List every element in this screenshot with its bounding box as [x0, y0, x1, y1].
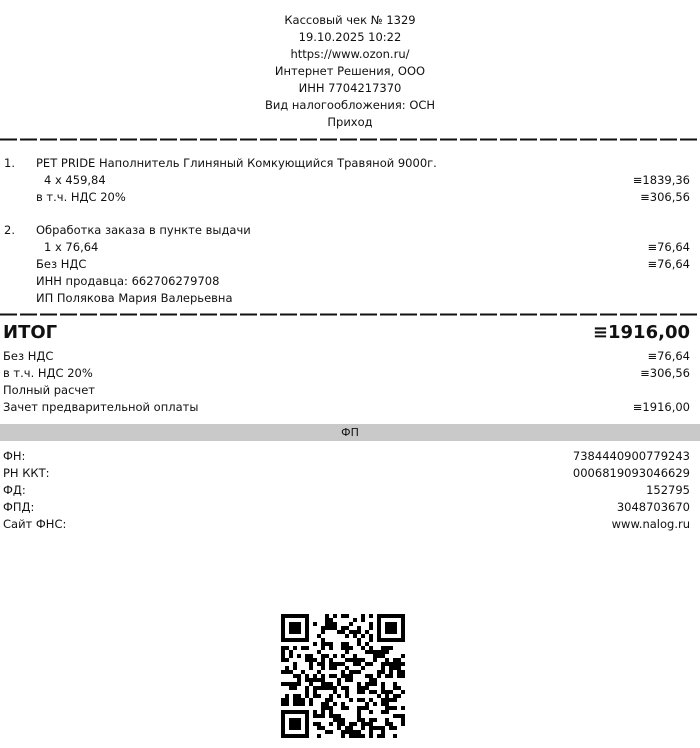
prepay-row: [0, 399, 700, 416]
item-2-vat-row: [0, 256, 700, 273]
fn-label: ФН:: [3, 449, 26, 463]
total-amount: ≡1916,00: [592, 322, 690, 343]
item-2-seller-inn: ИНН продавца: 662706279708: [36, 274, 220, 288]
total-vat-amount: ≡306,56: [640, 366, 690, 380]
item-1-qty-price: 4 x 459,84: [44, 173, 106, 187]
item-2-amount: ≡76,64: [647, 240, 690, 254]
item-2-vat-amount: ≡76,64: [647, 257, 690, 271]
item-1-name-row: [0, 155, 700, 172]
fd-row: [0, 482, 700, 499]
fn-row: [0, 448, 700, 465]
prepay-label: Зачет предварительной оплаты: [3, 400, 199, 414]
fpd-label: ФПД:: [3, 500, 35, 514]
fpd-value: 3048703670: [616, 500, 690, 514]
item-2-name: Обработка заказа в пункте выдачи: [36, 223, 251, 237]
receipt-operation: Приход: [327, 115, 373, 129]
item-1-amount: ≡1839,36: [632, 173, 690, 187]
receipt-header: [0, 12, 700, 131]
receipt-company: Интернет Решения, ООО: [274, 64, 426, 78]
total-no-vat-amount: ≡76,64: [647, 349, 690, 363]
receipt-inn: ИНН 7704217370: [298, 81, 402, 95]
receipt-site: https://www.ozon.ru/: [290, 47, 410, 61]
item-1-vat-row: [0, 189, 700, 206]
divider: [0, 313, 700, 316]
total-no-vat-row: [0, 348, 700, 365]
item-2-qty-row: [0, 239, 700, 256]
item-1-qty-row: [0, 172, 700, 189]
item-2-name-row: [0, 222, 700, 239]
receipt-tax-system: Вид налогообложения: ОСН: [264, 98, 436, 112]
item-1-index: 1.: [4, 156, 15, 170]
receipt-title: Кассовый чек № 1329: [284, 13, 416, 27]
item-1-vat-amount: ≡306,56: [640, 190, 690, 204]
item-2-index: 2.: [4, 223, 15, 237]
fns-site-row: [0, 516, 700, 533]
total-vat-row: [0, 365, 700, 382]
fp-section-label: ФП: [341, 426, 359, 439]
item-2-seller-name: ИП Полякова Мария Валерьевна: [36, 291, 233, 305]
fns-site-label: Сайт ФНС:: [3, 517, 67, 531]
total-vat-label: в т.ч. НДС 20%: [3, 366, 93, 380]
divider: [0, 138, 700, 141]
payment-type: Полный расчет: [3, 383, 95, 397]
rn-label: РН ККТ:: [3, 466, 50, 480]
fd-value: 152795: [646, 483, 690, 497]
rn-row: [0, 465, 700, 482]
total-label: ИТОГ: [3, 322, 58, 343]
total-row: [0, 320, 700, 346]
fd-label: ФД:: [3, 483, 26, 497]
receipt-datetime: 19.10.2025 10:22: [298, 30, 402, 44]
total-no-vat-label: Без НДС: [3, 349, 54, 363]
item-2-seller-name-row: [0, 290, 700, 307]
item-1-name: PET PRIDE Наполнитель Глиняный Комкующийся Травяной 9000г.: [36, 156, 437, 170]
item-2-vat-label: Без НДС: [36, 257, 87, 271]
fpd-row: [0, 499, 700, 516]
prepay-amount: ≡1916,00: [632, 400, 690, 414]
rn-value: 0006819093046629: [572, 466, 690, 480]
fns-site-value: www.nalog.ru: [611, 517, 690, 531]
qr-code-icon: [281, 614, 405, 738]
fp-section-bar: [0, 424, 700, 441]
item-2-qty-price: 1 x 76,64: [44, 240, 99, 254]
fn-value: 7384440900779243: [572, 449, 690, 463]
item-2-seller-inn-row: [0, 273, 700, 290]
item-1-vat-label: в т.ч. НДС 20%: [36, 190, 126, 204]
payment-type-row: [0, 382, 700, 399]
